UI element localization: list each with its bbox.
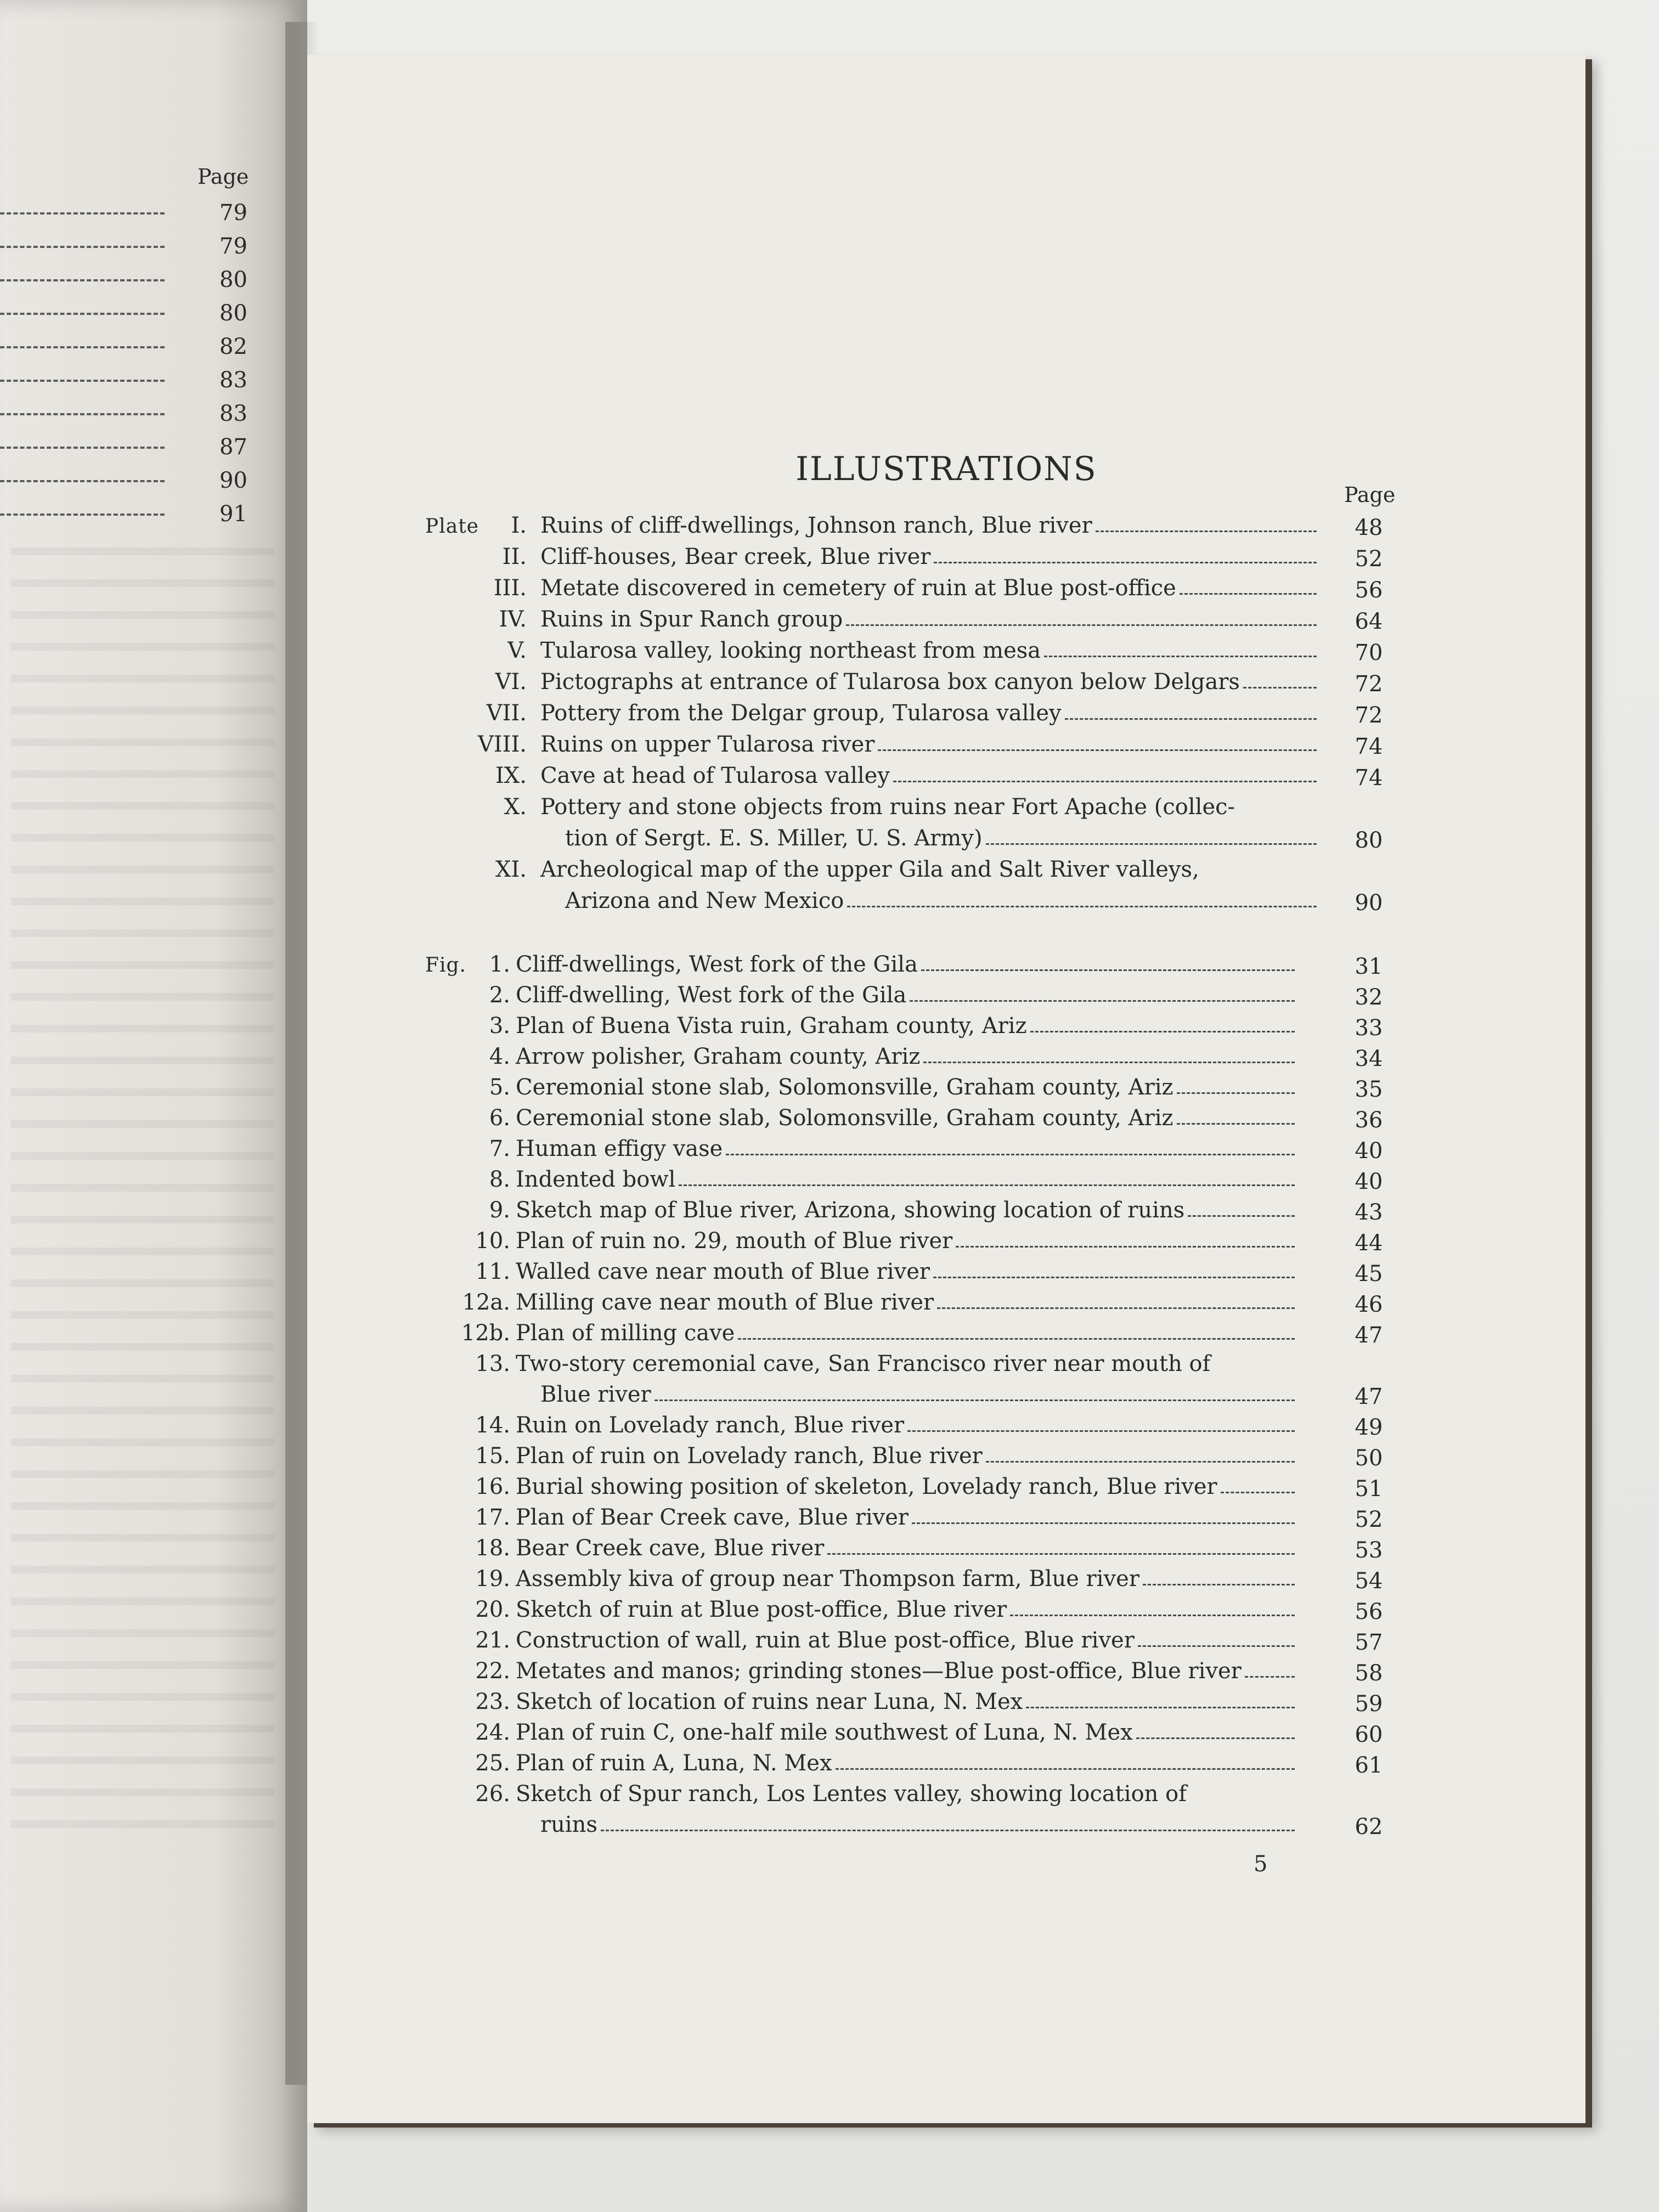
figure-label: 7. xyxy=(489,1136,510,1161)
figure-page-number: 40 xyxy=(1355,1169,1383,1194)
figure-caption-line: Ceremonial stone slab, Solomonsville, Graham county, Ariz xyxy=(516,1075,1173,1100)
dot-leader xyxy=(836,1768,1295,1770)
figure-caption-line: Blue river xyxy=(540,1382,651,1407)
figure-page-number: 61 xyxy=(1355,1753,1383,1778)
figure-label: 24. xyxy=(475,1720,510,1745)
figure-page-number: 46 xyxy=(1355,1292,1383,1317)
plate-entry xyxy=(307,513,1585,544)
figure-page-number: 47 xyxy=(1355,1323,1383,1348)
dot-leader xyxy=(0,480,165,482)
dot-leader xyxy=(846,624,1317,626)
entry-page-number: 79 xyxy=(219,234,247,259)
plate-caption-line: Cliff-houses, Bear creek, Blue river xyxy=(540,544,931,569)
figure-caption-line: Plan of Bear Creek cave, Blue river xyxy=(516,1505,909,1530)
left-page-entry xyxy=(0,200,252,234)
figure-entry xyxy=(307,1413,1585,1443)
dot-leader xyxy=(601,1830,1295,1831)
figure-entry xyxy=(307,1751,1585,1781)
dot-leader xyxy=(923,1062,1295,1063)
figure-caption-line: Cliff-dwelling, West fork of the Gila xyxy=(516,983,907,1008)
figure-caption-line: ruins xyxy=(540,1812,597,1837)
figure-caption-line: Indented bowl xyxy=(516,1167,676,1192)
figure-page-number: 59 xyxy=(1355,1691,1383,1717)
figure-label: 13. xyxy=(475,1351,510,1376)
dot-leader xyxy=(934,562,1317,563)
dot-leader xyxy=(1245,1676,1295,1678)
dot-leader xyxy=(827,1553,1295,1555)
page-number: 5 xyxy=(1254,1852,1268,1877)
entry-page-number: 91 xyxy=(219,501,247,527)
entry-page-number: 90 xyxy=(219,468,247,493)
dot-leader xyxy=(1010,1615,1295,1616)
figure-label: 1. xyxy=(489,952,510,977)
plate-entry xyxy=(307,857,1585,919)
figure-label: 26. xyxy=(475,1781,510,1807)
figure-caption-line: Burial showing position of skeleton, Lovelady ranch, Blue river xyxy=(516,1474,1217,1499)
figure-page-number: 58 xyxy=(1355,1661,1383,1686)
figure-label: 5. xyxy=(489,1075,510,1100)
plate-heading-word: Plate xyxy=(425,515,479,538)
figure-entry xyxy=(307,1105,1585,1136)
figure-entry xyxy=(307,1505,1585,1536)
dot-leader xyxy=(907,1430,1295,1432)
dot-leader xyxy=(0,380,165,382)
plate-caption-line: Arizona and New Mexico xyxy=(565,888,844,913)
figure-page-number: 31 xyxy=(1355,954,1383,979)
dot-leader xyxy=(0,212,165,215)
figure-label: 10. xyxy=(475,1228,510,1254)
figure-caption-line: Human effigy vase xyxy=(516,1136,723,1161)
figure-entry xyxy=(307,1290,1585,1321)
figure-label: 8. xyxy=(489,1167,510,1192)
left-page-entry xyxy=(0,468,252,502)
figure-page-number: 54 xyxy=(1355,1568,1383,1594)
figure-caption-line: Ceremonial stone slab, Solomonsville, Graham county, Ariz xyxy=(516,1105,1173,1131)
figure-entry xyxy=(307,1720,1585,1751)
dot-leader xyxy=(1065,718,1317,720)
figure-entry xyxy=(307,1689,1585,1720)
dot-leader xyxy=(679,1184,1295,1186)
figure-label: 12a. xyxy=(462,1290,510,1315)
plate-caption-line: Archeological map of the upper Gila and Salt River valleys, xyxy=(540,857,1199,882)
figure-caption-line: Construction of wall, ruin at Blue post-office, Blue river xyxy=(516,1628,1135,1653)
figure-entry xyxy=(307,1443,1585,1474)
figure-entry xyxy=(307,1597,1585,1628)
figure-label: 12b. xyxy=(461,1321,510,1346)
dot-leader xyxy=(956,1246,1295,1248)
figure-page-number: 34 xyxy=(1355,1046,1383,1071)
figure-page-number: 47 xyxy=(1355,1384,1383,1409)
figure-caption-line: Cliff-dwellings, West fork of the Gila xyxy=(516,952,918,977)
figure-entry xyxy=(307,1628,1585,1658)
entry-page-number: 82 xyxy=(219,334,247,359)
plate-caption-line: Cave at head of Tularosa valley xyxy=(540,763,890,788)
figure-page-number: 52 xyxy=(1355,1507,1383,1532)
figure-label: 19. xyxy=(475,1566,510,1592)
figure-entry xyxy=(307,1075,1585,1105)
plate-page-number: 72 xyxy=(1355,703,1383,728)
plate-page-number: 90 xyxy=(1355,890,1383,916)
left-page-entry xyxy=(0,234,252,268)
plate-label: XI. xyxy=(495,857,527,882)
plate-label: II. xyxy=(502,544,527,569)
entry-page-number: 87 xyxy=(219,435,247,460)
plate-label: VIII. xyxy=(477,732,527,757)
figure-page-number: 53 xyxy=(1355,1538,1383,1563)
figure-page-number: 43 xyxy=(1355,1200,1383,1225)
plate-page-number: 56 xyxy=(1355,578,1383,603)
left-page-entry xyxy=(0,401,252,435)
plate-entry xyxy=(307,544,1585,575)
dot-leader xyxy=(847,906,1317,907)
figure-caption-line: Plan of ruin on Lovelady ranch, Blue river xyxy=(516,1443,983,1469)
figure-entry xyxy=(307,1259,1585,1290)
figure-entry xyxy=(307,952,1585,983)
plate-entry xyxy=(307,607,1585,638)
dot-leader xyxy=(0,413,165,415)
figure-label: 11. xyxy=(475,1259,510,1284)
figure-entry xyxy=(307,1321,1585,1351)
dot-leader xyxy=(1177,1123,1295,1125)
dot-leader xyxy=(0,313,165,315)
plate-entry xyxy=(307,638,1585,669)
plate-caption-line: Pottery and stone objects from ruins near Fort Apache (collec- xyxy=(540,794,1235,820)
plate-caption-line: Ruins in Spur Ranch group xyxy=(540,607,843,632)
figure-entry xyxy=(307,1658,1585,1689)
figure-label: 16. xyxy=(475,1474,510,1499)
figure-page-number: 62 xyxy=(1355,1814,1383,1839)
plate-page-number: 74 xyxy=(1355,734,1383,759)
figure-entry xyxy=(307,983,1585,1013)
figure-page-number: 32 xyxy=(1355,985,1383,1010)
plate-entry xyxy=(307,701,1585,732)
entry-page-number: 80 xyxy=(219,267,247,292)
figure-caption-line: Ruin on Lovelady ranch, Blue river xyxy=(516,1413,905,1438)
plate-page-number: 64 xyxy=(1355,609,1383,634)
dot-leader xyxy=(1136,1737,1295,1739)
plate-page-number: 52 xyxy=(1355,546,1383,572)
figure-page-number: 49 xyxy=(1355,1415,1383,1440)
dot-leader xyxy=(726,1154,1295,1155)
plate-label: I. xyxy=(511,513,527,538)
left-page-entry xyxy=(0,334,252,368)
plate-entry xyxy=(307,794,1585,857)
figure-label: 15. xyxy=(475,1443,510,1469)
dot-leader xyxy=(0,246,165,248)
plate-page-number: 48 xyxy=(1355,515,1383,540)
dot-leader xyxy=(0,346,165,348)
dot-leader xyxy=(1044,656,1317,657)
figure-caption-line: Two-story ceremonial cave, San Francisco river near mouth of xyxy=(516,1351,1211,1376)
dot-leader xyxy=(1221,1492,1295,1493)
entry-page-number: 83 xyxy=(219,401,247,426)
plate-entry xyxy=(307,575,1585,607)
plate-caption-line: Metate discovered in cemetery of ruin at Blue post-office xyxy=(540,575,1176,601)
figure-caption-line: Plan of Buena Vista ruin, Graham county, Ariz xyxy=(516,1013,1027,1039)
figure-entry xyxy=(307,1351,1585,1413)
figure-label: 22. xyxy=(475,1658,510,1684)
dot-leader xyxy=(0,447,165,449)
dot-leader xyxy=(910,1000,1295,1002)
right-page xyxy=(307,55,1585,2123)
dot-leader xyxy=(1096,531,1317,532)
figure-entry xyxy=(307,1013,1585,1044)
figure-label: 3. xyxy=(489,1013,510,1039)
figure-caption-line: Metates and manos; grinding stones—Blue post-office, Blue river xyxy=(516,1658,1242,1684)
figure-page-number: 57 xyxy=(1355,1630,1383,1655)
dot-leader xyxy=(893,781,1317,782)
figure-entry xyxy=(307,1198,1585,1228)
figure-caption-line: Walled cave near mouth of Blue river xyxy=(516,1259,930,1284)
figure-caption-line: Plan of ruin no. 29, mouth of Blue river xyxy=(516,1228,953,1254)
figure-caption-line: Milling cave near mouth of Blue river xyxy=(516,1290,934,1315)
figure-caption-line: Arrow polisher, Graham county, Ariz xyxy=(516,1044,921,1069)
figure-entry xyxy=(307,1536,1585,1566)
plate-page-number: 70 xyxy=(1355,640,1383,665)
figure-label: 23. xyxy=(475,1689,510,1714)
plate-caption-line: Tularosa valley, looking northeast from mesa xyxy=(540,638,1041,663)
dot-leader xyxy=(1138,1645,1295,1647)
figure-label: 18. xyxy=(475,1536,510,1561)
dot-leader xyxy=(1143,1584,1295,1585)
figure-label: 25. xyxy=(475,1751,510,1776)
left-page-entry xyxy=(0,301,252,335)
figure-caption-line: Assembly kiva of group near Thompson farm, Blue river xyxy=(516,1566,1139,1592)
dot-leader xyxy=(1026,1707,1295,1708)
plate-label: IV. xyxy=(499,607,527,632)
plate-page-number: 80 xyxy=(1355,828,1383,853)
dot-leader xyxy=(0,279,165,281)
figure-caption-line: Sketch map of Blue river, Arizona, showing location of ruins xyxy=(516,1198,1185,1223)
figure-entry xyxy=(307,1474,1585,1505)
figure-label: 4. xyxy=(489,1044,510,1069)
figure-caption-line: Plan of ruin C, one-half mile southwest of Luna, N. Mex xyxy=(516,1720,1133,1745)
plate-entry xyxy=(307,763,1585,794)
figure-page-number: 36 xyxy=(1355,1108,1383,1133)
left-page-entry xyxy=(0,501,252,535)
figure-caption-line: Sketch of Spur ranch, Los Lentes valley, showing location of xyxy=(516,1781,1187,1807)
entry-page-number: 83 xyxy=(219,368,247,393)
figure-label: 21. xyxy=(475,1628,510,1653)
figure-page-number: 51 xyxy=(1355,1476,1383,1502)
dot-leader xyxy=(0,514,165,516)
figure-page-number: 56 xyxy=(1355,1599,1383,1624)
figure-caption-line: Bear Creek cave, Blue river xyxy=(516,1536,825,1561)
figure-page-number: 35 xyxy=(1355,1077,1383,1102)
plate-entry xyxy=(307,732,1585,763)
left-page-entry xyxy=(0,435,252,469)
figure-label: 9. xyxy=(489,1198,510,1223)
left-page-column-label: Page xyxy=(198,165,249,189)
figure-entry xyxy=(307,1044,1585,1075)
entry-page-number: 79 xyxy=(219,200,247,225)
dot-leader xyxy=(1243,687,1317,689)
figure-page-number: 40 xyxy=(1355,1138,1383,1164)
plate-caption-line: Pottery from the Delgar group, Tularosa valley xyxy=(540,701,1062,726)
figure-entry xyxy=(307,1136,1585,1167)
figure-entry xyxy=(307,1566,1585,1597)
figure-page-number: 50 xyxy=(1355,1446,1383,1471)
plate-entry xyxy=(307,669,1585,701)
plate-caption-line: Ruins on upper Tularosa river xyxy=(540,732,875,757)
dot-leader xyxy=(654,1400,1295,1401)
figure-label: 14. xyxy=(475,1413,510,1438)
figure-caption-line: Plan of ruin A, Luna, N. Mex xyxy=(516,1751,832,1776)
dot-leader xyxy=(933,1277,1295,1278)
plate-label: V. xyxy=(507,638,527,663)
plate-label: IX. xyxy=(495,763,527,788)
dot-leader xyxy=(1030,1031,1295,1032)
figure-label: 20. xyxy=(475,1597,510,1622)
left-page-entry xyxy=(0,368,252,402)
figure-entry xyxy=(307,1781,1585,1843)
plate-caption-line: tion of Sergt. E. S. Miller, U. S. Army) xyxy=(565,826,983,851)
figure-label: 6. xyxy=(489,1105,510,1131)
plate-page-number: 72 xyxy=(1355,672,1383,697)
page-title: ILLUSTRATIONS xyxy=(795,450,1097,489)
plate-page-number: 74 xyxy=(1355,765,1383,791)
dot-leader xyxy=(1180,593,1317,595)
dot-leader xyxy=(912,1522,1295,1524)
page-column-label: Page xyxy=(1344,483,1396,507)
figure-caption-line: Sketch of ruin at Blue post-office, Blue river xyxy=(516,1597,1007,1622)
dot-leader xyxy=(1177,1092,1295,1094)
figure-caption-line: Plan of milling cave xyxy=(516,1321,735,1346)
figure-page-number: 45 xyxy=(1355,1261,1383,1286)
figure-label: 17. xyxy=(475,1505,510,1530)
figure-page-number: 33 xyxy=(1355,1015,1383,1041)
dot-leader xyxy=(878,749,1317,751)
figure-heading-word: Fig. xyxy=(425,954,466,977)
plate-label: VI. xyxy=(495,669,527,695)
plate-caption-line: Ruins of cliff-dwellings, Johnson ranch, Blue river xyxy=(540,513,1092,538)
dot-leader xyxy=(738,1338,1295,1340)
dot-leader xyxy=(1188,1215,1295,1217)
dot-leader xyxy=(986,1461,1295,1463)
dot-leader xyxy=(986,843,1317,845)
show-through-text xyxy=(11,527,274,1843)
figure-page-number: 44 xyxy=(1355,1231,1383,1256)
figure-entry xyxy=(307,1228,1585,1259)
entry-page-number: 80 xyxy=(219,301,247,326)
plate-label: X. xyxy=(504,794,527,820)
figure-label: 2. xyxy=(489,983,510,1008)
dot-leader xyxy=(937,1307,1295,1309)
figure-page-number: 60 xyxy=(1355,1722,1383,1747)
dot-leader xyxy=(921,969,1295,971)
figure-caption-line: Sketch of location of ruins near Luna, N. Mex xyxy=(516,1689,1023,1714)
plate-caption-line: Pictographs at entrance of Tularosa box canyon below Delgars xyxy=(540,669,1240,695)
left-page-entry xyxy=(0,267,252,301)
plate-label: III. xyxy=(493,575,527,601)
plate-label: VII. xyxy=(486,701,527,726)
left-page xyxy=(0,0,307,2212)
figure-entry xyxy=(307,1167,1585,1198)
